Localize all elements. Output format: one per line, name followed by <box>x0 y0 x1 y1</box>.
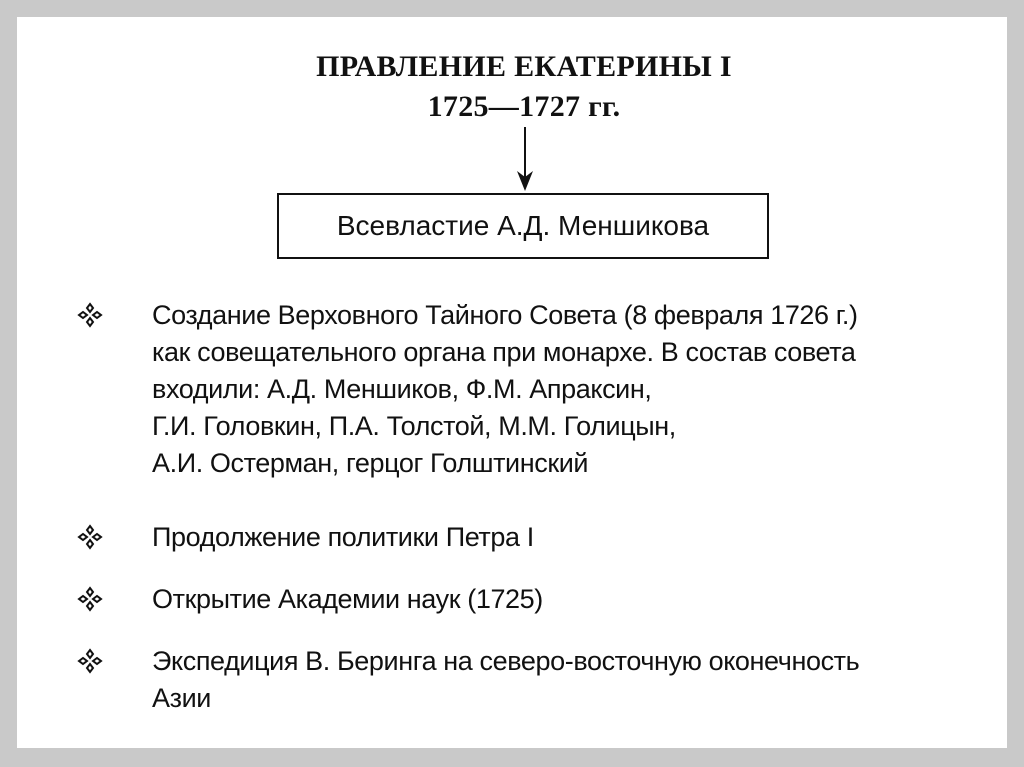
four-diamond-bullet-icon <box>77 524 103 550</box>
box-label: Всевластие А.Д. Меншикова <box>336 210 710 241</box>
list-item-text: Создание Верховного Тайного Совета (8 февраля 1726 г.) как совещательного органа при монархе. В состав совета входили: А.Д. Меншиков, Ф.М. Апраксин, Г.И. Головкин, П.А. Толстой, М.М. Голицын, А.И. Остерман, герцог Голштинский <box>152 300 858 478</box>
title-line-2: 1725—1727 гг. <box>427 90 621 123</box>
title-line-1: ПРАВЛЕНИЕ ЕКАТЕРИНЫ I <box>316 50 732 83</box>
four-diamond-bullet-icon <box>77 302 103 328</box>
menshikov-box <box>277 193 769 259</box>
four-diamond-bullet-icon <box>77 586 103 612</box>
list-item-text: Продолжение политики Петра I <box>152 522 534 552</box>
arrow-down-icon <box>512 127 538 191</box>
list-item-text: Открытие Академии наук (1725) <box>152 584 543 614</box>
slide-sheet <box>17 17 1007 748</box>
list-item-text: Экспедиция В. Беринга на северо-восточную оконечность Азии <box>152 646 860 713</box>
diagram-title <box>17 47 1024 127</box>
four-diamond-bullet-icon <box>77 648 103 674</box>
